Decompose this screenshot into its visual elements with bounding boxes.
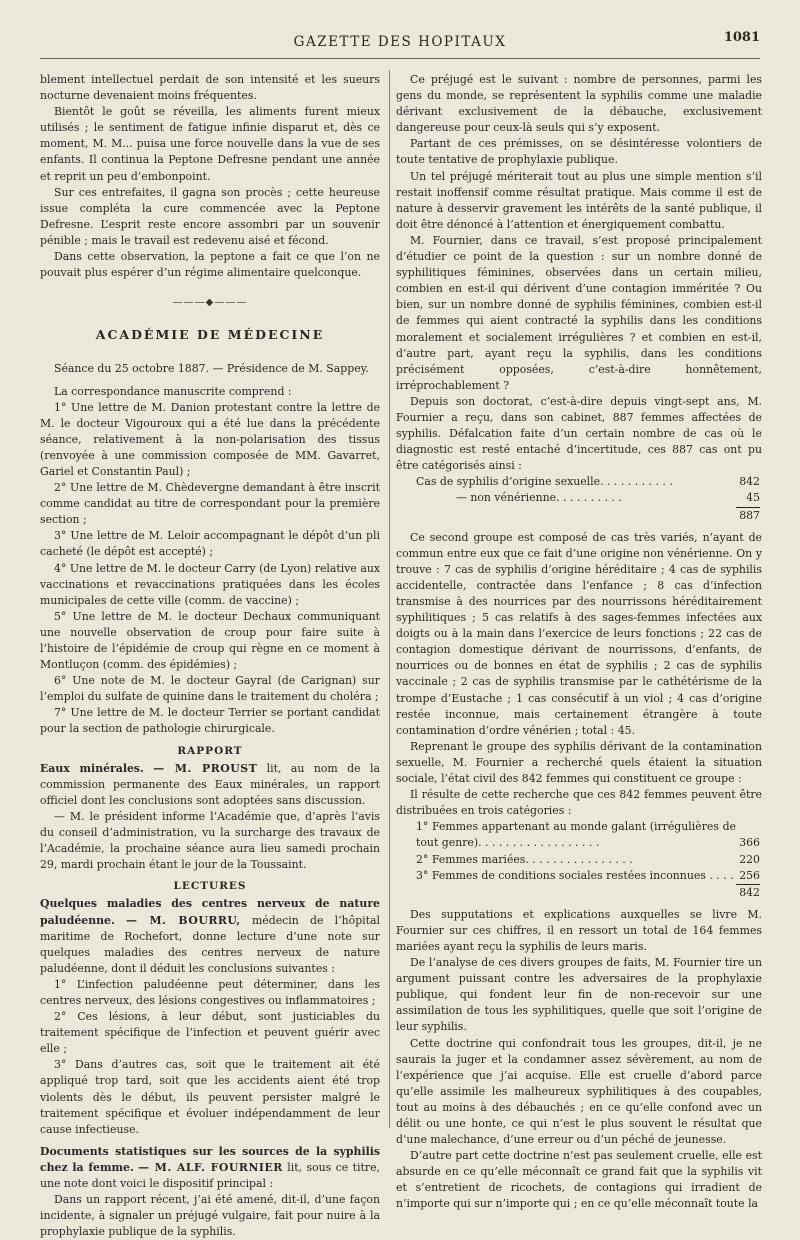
stat-value: 220 bbox=[739, 852, 760, 866]
page-header bbox=[40, 28, 760, 59]
subsection-heading: RAPPORT bbox=[177, 744, 243, 757]
paragraph bbox=[40, 896, 380, 976]
list-item: 5° Une lettre de M. le docteur Dechaux communiquant une nouvelle observation de croup pour faire suite à l’histoire de l’épidémie de croup qui règne en ce moment à Montluçon (comm. des épidémies) ; bbox=[40, 609, 380, 672]
list-item: 3° Dans d’autres cas, soit que le traitement ait été appliqué trop tard, soit que les accidents aient été trop violents dès le début, ils peuvent persister malgré le traitement spécifique et évoluer indépendamment de leur cause infectieuse. bbox=[40, 1058, 380, 1136]
paragraph: Un tel préjugé mériterait tout au plus une simple mention s’il restait inoffensif comme résultat pratique. Mais comme il est de nature à desservir gravement les intérêts de la santé publique, il doit être dénoncé à l’attention et énergiquement combattu. bbox=[396, 169, 762, 231]
paragraph-text: lit, sous ce titre, une note dont voici le dispositif principal : bbox=[40, 1160, 380, 1190]
paragraph bbox=[40, 761, 380, 809]
paragraph: Sur ces entrefaites, il gagna son procès ; cette heureuse issue compléta la cure commencée avec la Peptone Defresne. L’esprit reste encore assombri par un souvenir pénible ; mais le travail est redevenu aisé et fécond. bbox=[40, 185, 380, 247]
stat-value: 366 bbox=[739, 836, 760, 850]
paragraph: Il résulte de cette recherche que ces 842 femmes peuvent être distribuées en trois catégories : bbox=[396, 788, 762, 818]
stat-row bbox=[396, 819, 762, 851]
list-item: 6° Une note de M. le docteur Gayral (de Carignan) sur l’emploi du sulfate de quinine dans le traitement du choléra ; bbox=[40, 674, 380, 704]
list-item: 1° Une lettre de M. Danion protestant contre la lettre de M. le docteur Vigouroux qui a été lue dans la précédente séance, relativement à la non-polarisation des tissus (renvoyée à une commission composée de MM. Gavarret, Gariel et Constantin Paul) ; bbox=[40, 400, 380, 478]
stat-label: 2° Femmes mariées. . . . . . . . . . . . . . . . bbox=[416, 852, 633, 866]
lead-title: Documents statistiques sur les sources de la syphilis chez la femme. bbox=[40, 1144, 380, 1174]
stat-value: 256 bbox=[739, 868, 760, 882]
paragraph: Dans un rapport récent, j’ai été amené, dit-il, d’une façon incidente, à signaler un préjugé vulgaire, fait pour nuire à la prophylaxie publique de la syphilis. bbox=[40, 1193, 380, 1239]
stat-total-value: 842 bbox=[736, 884, 760, 901]
paragraph: M. Fournier, dans ce travail, s’est proposé principalement d’étudier ce point de la question : sur un nombre donné de syphilitiques féminines, observées dans un certain milieu, combien en est-il qui dérivent d’une contagion imméritée ? Ou bien, sur un nombre donné de syphilis féminines, combien est-il de femmes qui aient contracté la syphilis dans les conditions moralement et socialement irrégulières ? et combien en est-il, d’autre part, ayant reçu la syphilis, dans les conditions précisément opposées, c’est-à-dire honnêtement, irréprochablement ? bbox=[396, 233, 762, 392]
list-item: 7° Une lettre de M. le docteur Terrier se portant candidat pour la section de pathologie chirurgicale. bbox=[40, 706, 380, 736]
paragraph: De l’analyse de ces divers groupes de faits, M. Fournier tire un argument puissant contre les adversaires de la prophylaxie publique, qui fondent leur fin de non-recevoir sur une assimilation de tous les syphilitiques, quelle que soit l’origine de leur syphilis. bbox=[396, 956, 762, 1034]
paragraph: Depuis son doctorat, c’est-à-dire depuis vingt-sept ans, M. Fournier a reçu, dans son cabinet, 887 femmes affectées de syphilis. Défalcation faite d’un certain nombre de cas où le diagnostic est resté entaché d’incertitude, ces 887 cas ont pu être catégorisés ainsi : bbox=[396, 394, 762, 473]
paragraph: Des supputations et explications auxquelles se livre M. Fournier sur ces chiffres, il en ressort un total de 164 femmes mariées ayant reçu la syphilis de leurs maris. bbox=[396, 907, 762, 953]
paragraph-text: médecin de l’hôpital maritime de Rochefort, donne lecture d’une note sur quelques maladies des centres nerveux de nature paludéenne, dont il déduit les conclusions suivantes : bbox=[40, 913, 380, 975]
list-item: 3° Une lettre de M. Leloir accompagnant le dépôt d’un pli cacheté (le dépôt est accepté) ; bbox=[40, 529, 380, 559]
stat-value: 842 bbox=[739, 475, 760, 489]
author-name: — M. PROUST bbox=[153, 761, 258, 775]
author-name: — M. ALF. FOURNIER bbox=[138, 1160, 283, 1174]
stat-label: — non vénérienne. . . . . . . . . . bbox=[456, 491, 622, 505]
stat-row bbox=[396, 852, 762, 868]
subsection-heading: LECTURES bbox=[173, 880, 247, 893]
list-item: 4° Une lettre de M. le docteur Carry (de Lyon) relative aux vaccinations et revaccinations pratiquées dans les écoles municipales de cette ville (comm. de vaccine) ; bbox=[40, 561, 380, 607]
paragraph: La correspondance manuscrite comprend : bbox=[54, 384, 292, 398]
stat-total-value: 887 bbox=[736, 507, 760, 524]
stat-value: 45 bbox=[746, 491, 760, 505]
paragraph: — M. le président informe l’Académie que, d’après l’avis du conseil d’administration, vu la surcharge des travaux de l’Académie, la prochaine séance aura lieu samedi prochain 29, mardi prochain étant le jour de la Toussaint. bbox=[40, 809, 380, 872]
stat-row bbox=[396, 490, 762, 506]
journal-title: GAZETTE DES HOPITAUX bbox=[293, 34, 507, 50]
list-item: 2° Ces lésions, à leur début, sont justiciables du traitement spécifique de l’infection et peuvent guérir avec elle ; bbox=[40, 1010, 380, 1056]
stat-label: Cas de syphilis d’origine sexuelle. . . . . . . . . . . bbox=[416, 475, 673, 489]
paragraph-text: lit, au nom de la commission permanente des Eaux minérales, un rapport officiel dont les conclusions sont adoptées sans discussion. bbox=[40, 761, 380, 807]
lead-title: Eaux minérales. bbox=[40, 761, 144, 775]
ornament-divider: ———◆——— bbox=[172, 297, 248, 309]
paragraph: Cette doctrine qui confondrait tous les groupes, dit-il, je ne saurais la juger et la condamner assez sévèrement, au nom de l’expérience que j’ai acquise. Elle est cruelle d’abord parce qu’elle assimile les malheureux syphilitiques à des coupables, tout au moins à des débauchés ; en ce qu’elle confond avec un délit ou une honte, ce qui n’est le plus souvent le résultat que d’une malechance, d’une erreur ou d’un péché de jeunesse. bbox=[396, 1036, 762, 1147]
paragraph: Partant de ces prémisses, on se désintéresse volontiers de toute tentative de prophylaxie publique. bbox=[396, 137, 762, 167]
paragraph: Bientôt le goût se réveilla, les aliments furent mieux utilisés ; le sentiment de fatigue infinie disparut et, dès ce moment, M. M... puisa une force nouvelle dans la vue de ses enfants. Il continua la Peptone Defresne pendant une année et reprit un peu d’embonpoint. bbox=[40, 105, 380, 183]
lead-title: Quelques maladies des centres nerveux de nature paludéenne. bbox=[40, 897, 380, 927]
paragraph: Ce préjugé est le suivant : nombre de personnes, parmi les gens du monde, se représentent la syphilis comme une maladie dérivant exclusivement de la débauche, exclusivement dangereuse pour ceux-là seuls qui s’y exposent. bbox=[396, 73, 762, 135]
stat-label: 1° Femmes appartenant au monde galant (irrégulières de tout genre). . . . . . . . . . . . . . . . . . bbox=[416, 820, 736, 850]
list-item: 2° Une lettre de M. Chèdevergne demandant à être inscrit comme candidat au titre de correspondant pour la première section ; bbox=[40, 481, 380, 527]
paragraph: D’autre part cette doctrine n’est pas seulement cruelle, elle est absurde en ce qu’elle méconnaît ce grand fait que la syphilis vit et s’entretient de ricochets, de contagions qui irradient de n’importe qui sur n’importe qui ; en ce qu’elle méconnaît toute la bbox=[396, 1149, 762, 1211]
seance-line: Séance du 25 octobre 1887. — Présidence de M. Sappey. bbox=[54, 362, 369, 376]
paragraph: Dans cette observation, la peptone a fait ce que l’on ne pouvait plus espérer d’un régime alimentaire quelconque. bbox=[40, 250, 380, 280]
stat-label: 3° Femmes de conditions sociales restées inconnues . . . . bbox=[416, 868, 734, 882]
section-heading: ACADÉMIE DE MÉDECINE bbox=[95, 327, 325, 343]
stat-row bbox=[396, 474, 762, 490]
stat-total bbox=[396, 507, 762, 524]
paragraph: Reprenant le groupe des syphilis dérivant de la contamination sexuelle, M. Fournier a recherché quels étaient la situation sociale, l’état civil des 842 femmes qui constituent ce groupe : bbox=[396, 739, 762, 786]
stat-row bbox=[396, 868, 762, 884]
paragraph: blement intellectuel perdait de son intensité et les sueurs nocturne devenaient moins fréquentes. bbox=[40, 73, 380, 103]
left-column bbox=[40, 72, 380, 1240]
list-item: 1° L’infection paludéenne peut déterminer, dans les centres nerveux, des lésions congestives ou inflammatoires ; bbox=[40, 977, 380, 1007]
page-number: 1081 bbox=[723, 30, 760, 45]
author-name: — M. BOURRU, bbox=[126, 913, 241, 927]
column-divider bbox=[389, 70, 390, 1128]
paragraph: Ce second groupe est composé de cas très variés, n’ayant de commun entre eux que ce fait d’une origine non vénérienne. On y trouve : 7 cas de syphilis d’origine héréditaire ; 4 cas de syphilis accidentelle, contractée dans l’enfance ; 8 cas d’infection transmise à des nourrices par des nourrissons héréditairement syphilitiques ; 5 cas relatifs à des sages-femmes infectées aux doigts ou à la main dans l’exercice de leurs fonctions ; 22 cas de contagion domestique dérivant de nourrissons, d’enfants, de nourrices ou de bonnes en état de syphilis ; 2 cas de syphilis vaccinale ; 2 cas de syphilis transmise par le cathétérisme de la trompe d’Eustache ; 1 cas consécutif à un viol ; 4 cas d’origine restée inconnue, mais certainement étrangère à toute contamination d’ordre vénérien ; total : 45. bbox=[396, 530, 762, 737]
right-column bbox=[396, 72, 762, 1213]
stat-total bbox=[396, 884, 762, 901]
